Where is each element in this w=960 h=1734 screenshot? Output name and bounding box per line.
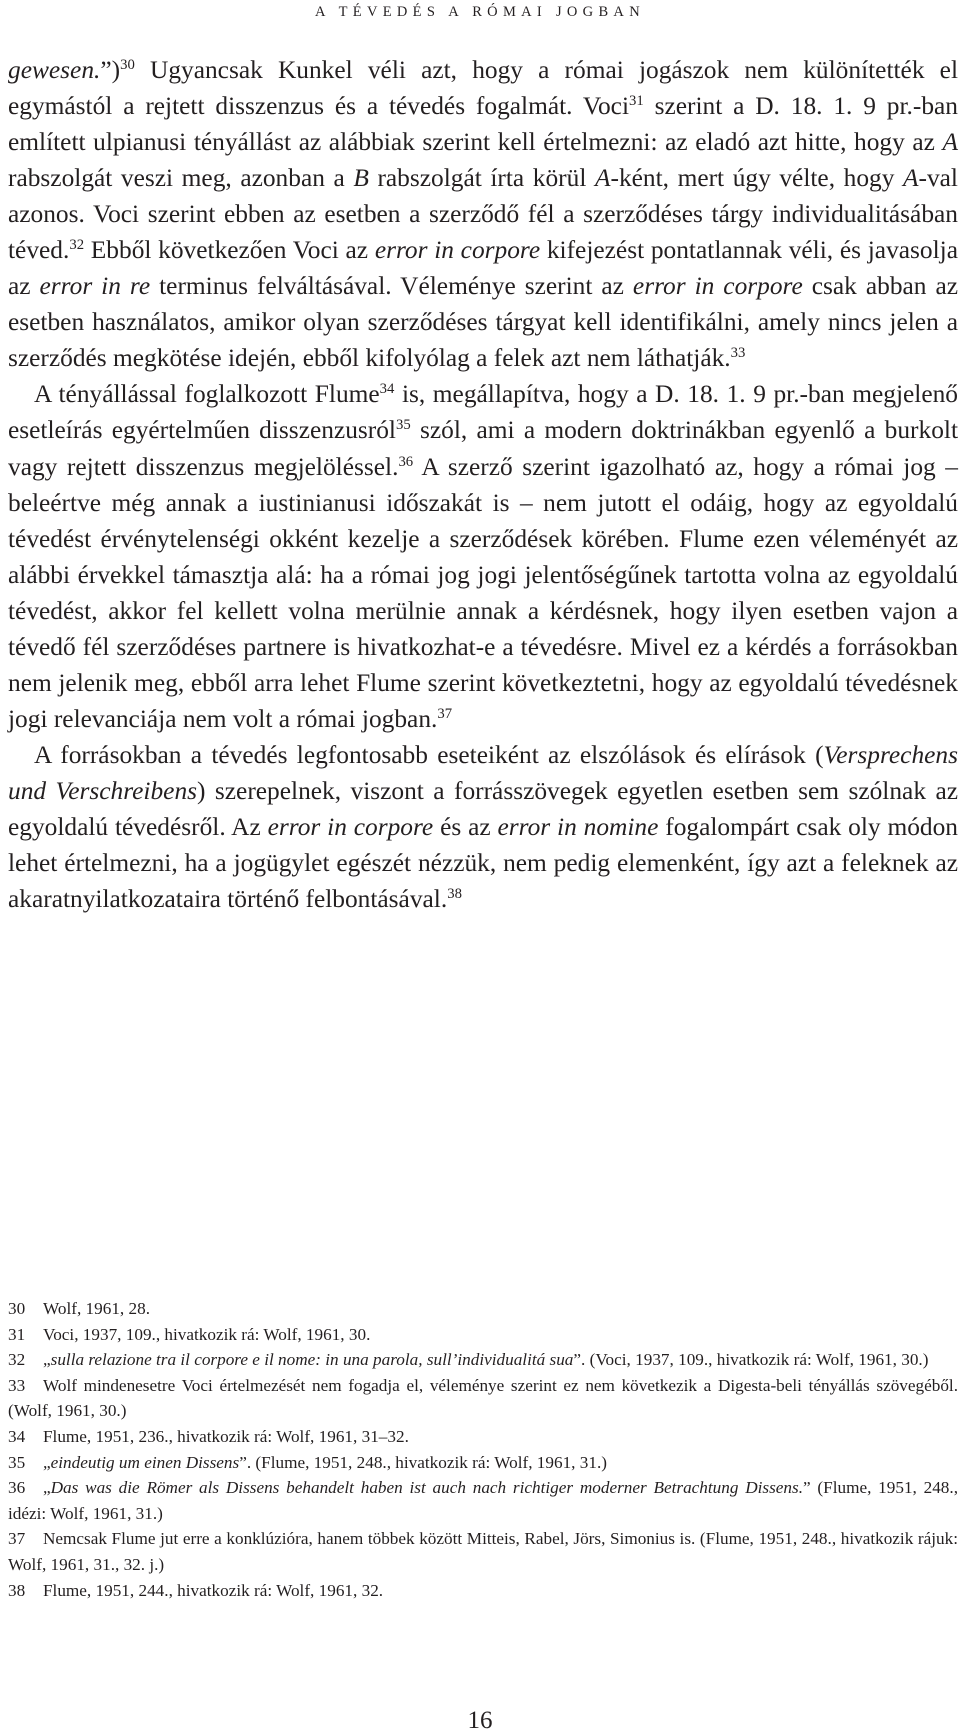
footnote-30 — [8, 1296, 958, 1322]
footnote-text: ”. (Flume, 1951, 248., hivatkozik rá: Wolf, 1961, 31.) — [239, 1452, 607, 1472]
quote-mark: „ — [43, 1350, 51, 1370]
text-segment: rabszolgát írta körül — [368, 164, 595, 193]
footnote-38 — [8, 1578, 958, 1604]
footnote-number: 36 — [8, 1478, 26, 1498]
footnote-number: 31 — [8, 1324, 26, 1344]
text-segment: -ként, mert úgy vélte, hogy — [610, 164, 903, 193]
text-segment: szól, ami a modern doktrinákban egyenlő a burkolt vagy rejtett disszenzus megjelöléssel. — [8, 416, 958, 481]
text-segment: terminus felváltásával. Véleménye szerint az — [150, 272, 633, 301]
paragraph-1 — [8, 52, 958, 376]
footnote-quote: sulla relazione tra il corpore e il nome: in una parola, sull’individualitá sua — [50, 1350, 574, 1370]
italic-text: error in corpore — [267, 812, 434, 841]
italic-text: error in re — [39, 272, 151, 301]
text-segment: és az — [433, 812, 498, 841]
text-segment: A forrásokban a tévedés legfontosabb eseteiként az elszólások és elírások ( — [34, 740, 824, 769]
italic-text: error in corpore — [632, 272, 803, 301]
footnote-ref-36[interactable]: 36 — [398, 453, 414, 470]
footnote-35 — [8, 1450, 958, 1476]
text-segment: Ebből következően Voci az — [84, 236, 375, 265]
footnote-31 — [8, 1322, 958, 1348]
italic-text: A — [594, 164, 611, 193]
footnote-text: Wolf mindenesetre Voci értelmezését nem fogadja el, véleménye szerint ez nem következik a Digesta-beli tényállás szövegéből. (Wolf, 1961, 30.) — [8, 1375, 958, 1421]
footnote-ref-31[interactable]: 31 — [629, 92, 644, 109]
text-segment: kifejezést pontatlannak véli, és javasolja az — [8, 236, 958, 301]
text-segment: szerint a D. 18. 1. 9 pr.-ban említett ulpianusi tényállást az alábbiak szerint kell értelmezni: az eladó azt hitte, hogy az — [8, 92, 958, 157]
footnote-36 — [8, 1475, 958, 1526]
footnote-37 — [8, 1526, 958, 1577]
text-segment: A szerző szerint igazolható az, hogy a római jog – beleértve még annak a iustinianusi időszakát is – nem jutott el odáig, hogy az egyoldalú tévedést érvénytelenségi okként kezelje a szerződések körében. Flume ezen véleményét az alábbi érvekkel támasztja alá: ha a római jog jogi jelentőségűnek tartotta volna az egyoldalú tévedést, akkor fel kellett volna merülnie annak a kérdésnek, hogy ilyen esetben vajon a tévedő fél szerződéses partnere is hivatkozhat-e a tévedésre. Mivel ez a kérdés a forrásokban nem jelenik meg, ebből arra lehet Flume szerint következtetni, hogy az egyoldalú tévedésnek jogi relevanciája nem volt a római jogban. — [8, 452, 959, 733]
footnote-33 — [8, 1373, 958, 1424]
italic-text: error in nomine — [497, 812, 659, 841]
footnote-text: ”. (Voci, 1937, 109., hivatkozik rá: Wolf, 1961, 30.) — [573, 1350, 929, 1370]
footnote-text: Nemcsak Flume jut erre a konklúzióra, hanem többek között Mitteis, Rabel, Jörs, Simonius is. (Flume, 1951, 248., hivatkozik rájuk: Wolf, 1961, 31., 32. j.) — [8, 1529, 958, 1574]
quote-mark: „ — [43, 1478, 51, 1498]
footnote-text: Voci, 1937, 109., hivatkozik rá: Wolf, 1961, 30. — [43, 1324, 371, 1344]
footnote-text: Flume, 1951, 244., hivatkozik rá: Wolf, 1961, 32. — [43, 1580, 384, 1600]
text-segment: rabszolgát veszi meg, azonban a — [8, 164, 354, 193]
text-segment: is, megállapítva, hogy a D. 18. 1. 9 pr.-ban megjelenő esetleírás egyértelműen disszenzusról — [8, 380, 958, 445]
paragraph-3 — [8, 737, 958, 917]
text-segment: ”) — [100, 56, 121, 84]
footnote-quote: Das was die Römer als Dissens behandelt haben ist auch nach richtiger moderner Betrachtung Dissens. — [50, 1478, 804, 1498]
footnote-ref-32[interactable]: 32 — [69, 237, 85, 254]
footnote-ref-30[interactable]: 30 — [120, 56, 135, 73]
footnote-ref-35[interactable]: 35 — [395, 417, 411, 434]
footnote-ref-37[interactable]: 37 — [437, 705, 453, 722]
italic-text: gewesen. — [8, 56, 101, 84]
footnote-number: 33 — [8, 1375, 26, 1395]
footnote-number: 35 — [8, 1452, 26, 1472]
text-segment: Ugyancsak Kunkel véli azt, hogy a római jogászok nem különítették el egymástól a rejtett disszenzus és a tévedés fogalmát. Voci — [8, 56, 958, 121]
text-segment: A tényállással foglalkozott Flume — [34, 380, 380, 409]
footnote-text: Flume, 1951, 236., hivatkozik rá: Wolf, 1961, 31–32. — [43, 1426, 409, 1446]
footnote-ref-33[interactable]: 33 — [730, 345, 746, 362]
footnote-ref-38[interactable]: 38 — [447, 885, 462, 902]
quote-mark: „ — [43, 1452, 51, 1472]
footnote-32 — [8, 1347, 958, 1373]
text-segment: -val azonos. Voci szerint ebben az esetben a szerződő fél a szerződéses tárgy individualitásában téved. — [8, 164, 958, 265]
running-head: A TÉVEDÉS A RÓMAI JOGBAN — [315, 4, 645, 20]
footnote-text: ” (Flume, 1951, 248., idézi: Wolf, 1961, 31.) — [8, 1478, 958, 1523]
body-text — [8, 52, 958, 917]
footnote-number: 30 — [8, 1299, 26, 1318]
text-segment: ) szerepelnek, viszont a forrásszövegek egyetlen esetben sem szólnak az egyoldalú tévedésről. Az — [8, 776, 958, 841]
footnotes — [8, 1296, 958, 1603]
text-segment: csak abban az esetben használatos, amikor olyan szerződéses tárgyat kell identifikálni, amely nincs jelen a szerződés megkötése idején, ebből kifolyólag a felek azt nem láthatják. — [8, 272, 959, 373]
italic-text: Versprechens und Verschreibens — [8, 740, 958, 805]
italic-text: A — [942, 128, 958, 157]
footnote-number: 38 — [8, 1580, 26, 1600]
italic-text: A — [903, 164, 919, 193]
footnote-text: Wolf, 1961, 28. — [43, 1299, 150, 1318]
italic-text: B — [353, 164, 369, 193]
footnote-number: 32 — [8, 1350, 26, 1370]
footnote-number: 34 — [8, 1426, 26, 1446]
paragraph-2 — [8, 376, 958, 736]
italic-text: error in corpore — [374, 236, 541, 265]
footnote-34 — [8, 1424, 958, 1450]
text-segment: fogalompárt csak oly módon lehet értelmezni, ha a jogügylet egészét nézzük, nem pedig elemenként, így azt a feleknek az akaratnyilatkozataira történő felbontásával. — [8, 812, 959, 914]
page-number: 16 — [467, 1707, 493, 1734]
footnote-quote: eindeutig um einen Dissens — [50, 1452, 240, 1472]
footnote-number: 37 — [8, 1529, 26, 1549]
footnote-ref-34[interactable]: 34 — [379, 381, 395, 398]
